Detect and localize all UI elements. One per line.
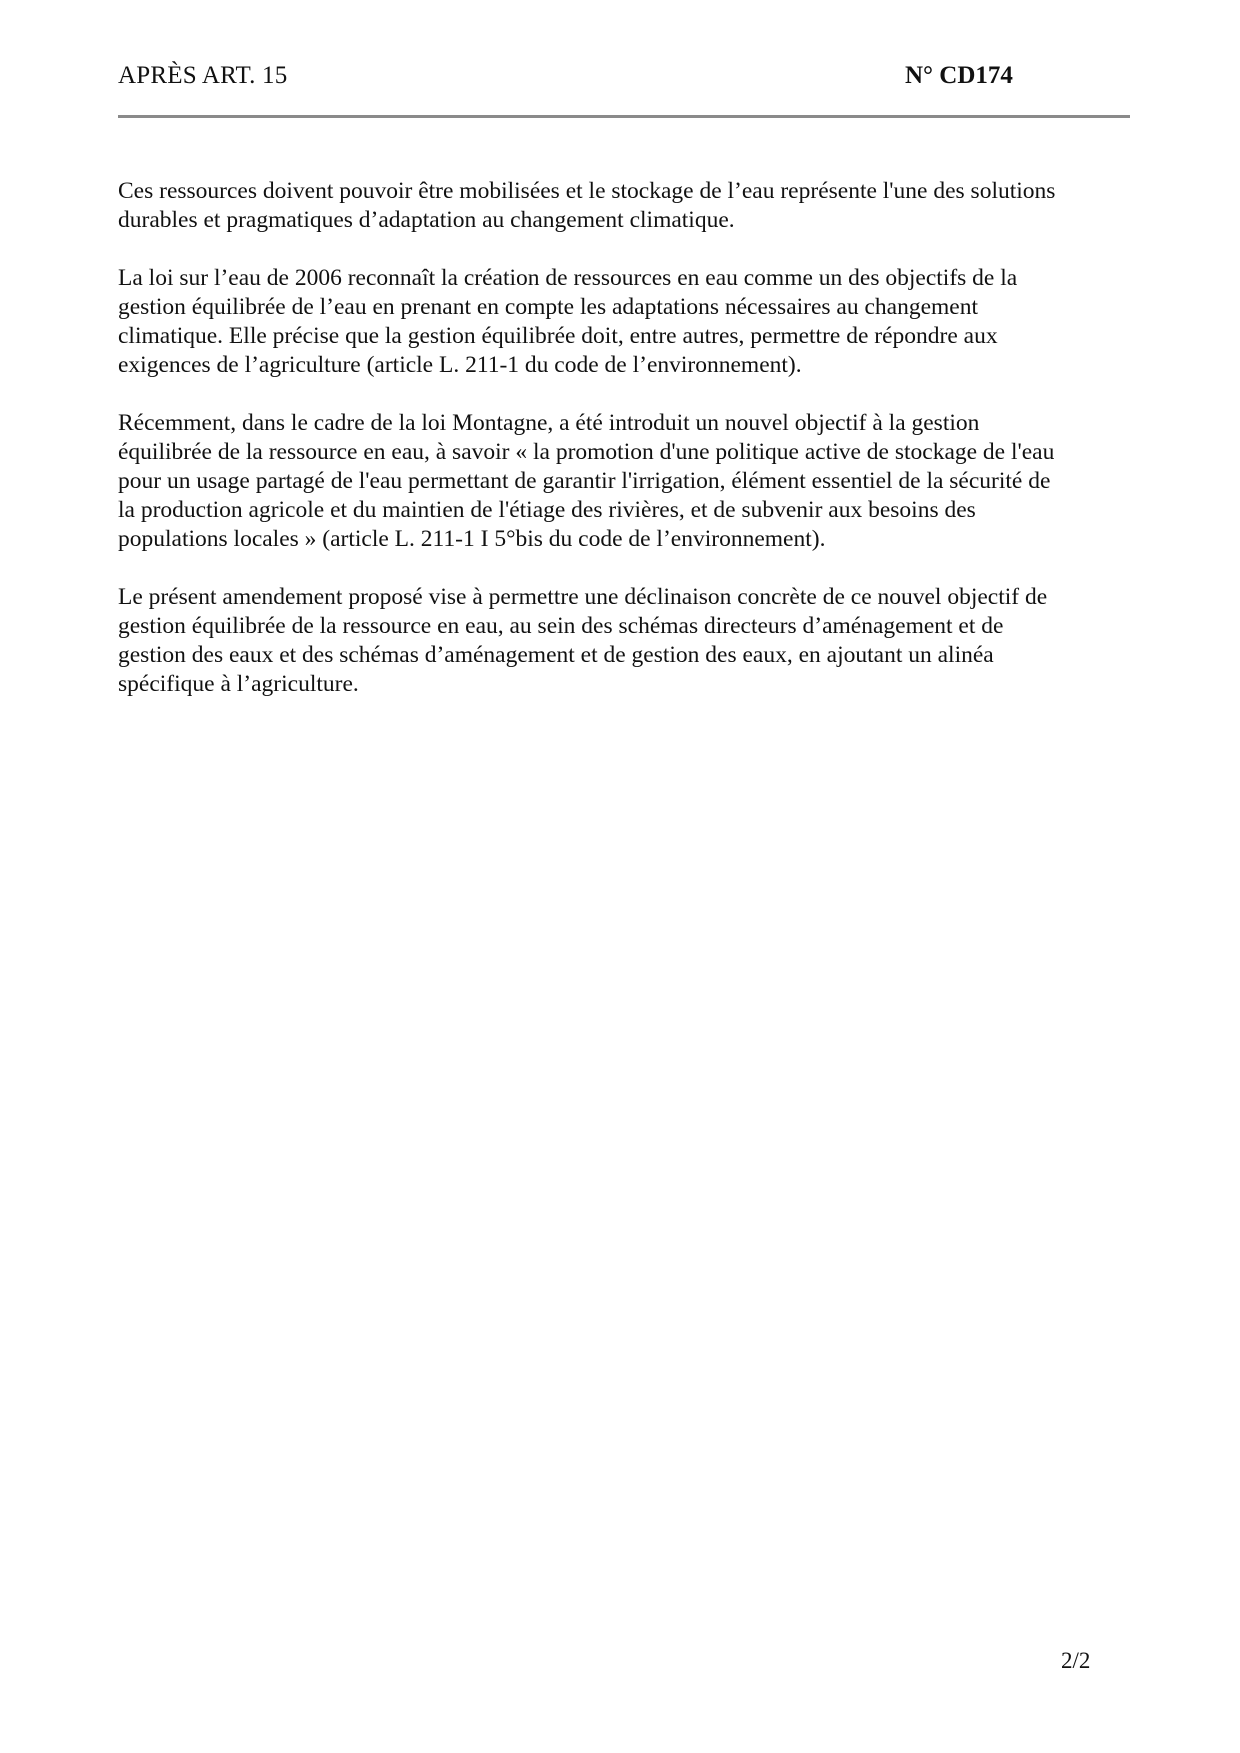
paragraph-1: Ces ressources doivent pouvoir être mobilisées et le stockage de l’eau représente l'une des solutions durables et pragmatiques d’adaptation au changement climatique. <box>118 178 1056 233</box>
paragraph-2: La loi sur l’eau de 2006 reconnaît la création de ressources en eau comme un des objectifs de la gestion équilibrée de l’eau en prenant en compte les adaptations nécessaires au changement climatique. Elle précise que la gestion équilibrée doit, entre autres, permettre de répondre aux exigences de l’agriculture (article L. 211-1 du code de l’environnement). <box>118 265 1018 378</box>
page-number: 2/2 <box>1061 1648 1091 1673</box>
paragraph-4: Le présent amendement proposé vise à permettre une déclinaison concrète de ce nouvel objectif de gestion équilibrée de la ressource en eau, au sein des schémas directeurs d’aménagement et de gestion des eaux et des schémas d’aménagement et de gestion des eaux, en ajoutant un alinéa spécifique à l’agriculture. <box>118 584 1048 697</box>
article-reference: APRÈS ART. 15 <box>118 62 288 89</box>
amendment-number: N° CD174 <box>905 62 1013 89</box>
document-body <box>118 177 1138 728</box>
paragraph-3: Récemment, dans le cadre de la loi Montagne, a été introduit un nouvel objectif à la gestion équilibrée de la ressource en eau, à savoir « la promotion d'une politique active de stockage de l'eau pour un usage partagé de l'eau permettant de garantir l'irrigation, élément essentiel de la sécurité de la production agricole et du maintien de l'étiage des rivières, et de subvenir aux besoins des populations locales » (article L. 211-1 I 5°bis du code de l’environnement). <box>118 410 1055 552</box>
page-header <box>118 58 1130 98</box>
header-divider <box>118 115 1130 118</box>
